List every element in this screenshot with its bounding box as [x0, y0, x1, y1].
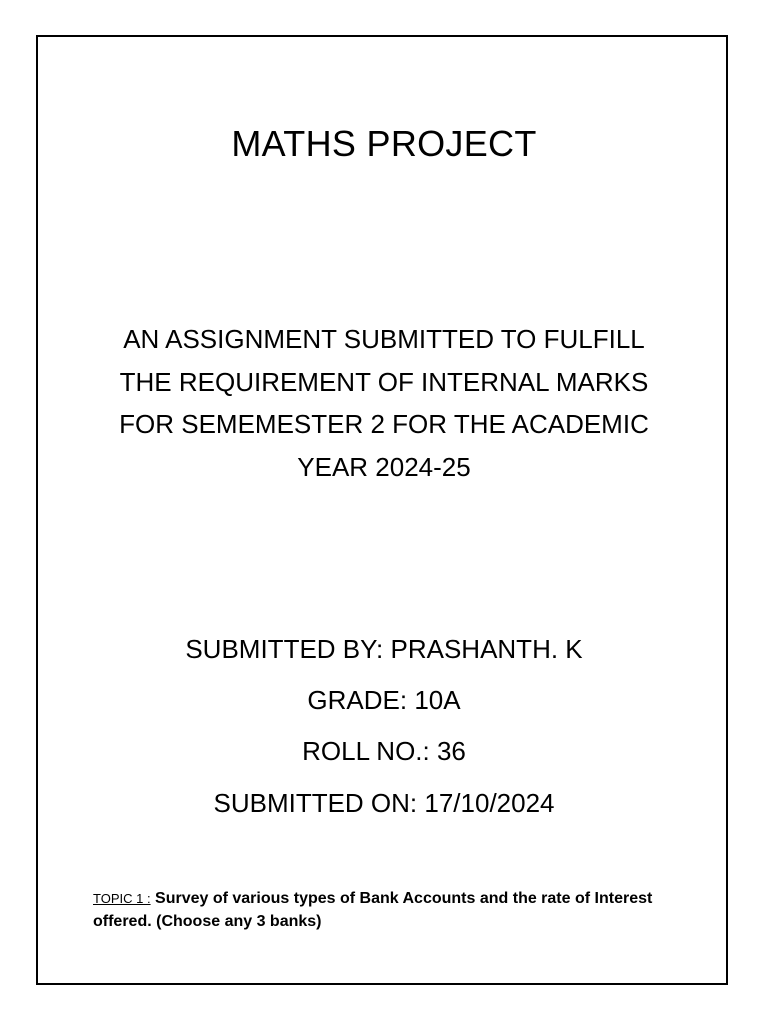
assignment-line-2: THE REQUIREMENT OF INTERNAL MARKS: [119, 366, 649, 397]
topic-text: Survey of various types of Bank Accounts and the rate of Interest offered. (Choose any 3 banks): [93, 890, 653, 930]
assignment-line-3: FOR SEMEMESTER 2 FOR THE ACADEMIC: [119, 409, 649, 439]
submitted-by: SUBMITTED BY: PRASHANTH. K: [185, 634, 583, 664]
topic-label: TOPIC 1 :: [93, 891, 151, 906]
roll-number: ROLL NO.: 36: [302, 736, 466, 766]
assignment-statement: [90, 318, 678, 488]
grade: GRADE: 10A: [307, 685, 461, 715]
submitted-on: SUBMITTED ON: 17/10/2024: [213, 788, 555, 818]
topic-block: [93, 887, 693, 933]
assignment-line-4: YEAR 2024-25: [297, 451, 471, 482]
page-title: MATHS PROJECT: [231, 123, 537, 164]
assignment-line-1: AN ASSIGNMENT SUBMITTED TO FULFILL: [123, 324, 645, 354]
page-border: [36, 35, 728, 985]
